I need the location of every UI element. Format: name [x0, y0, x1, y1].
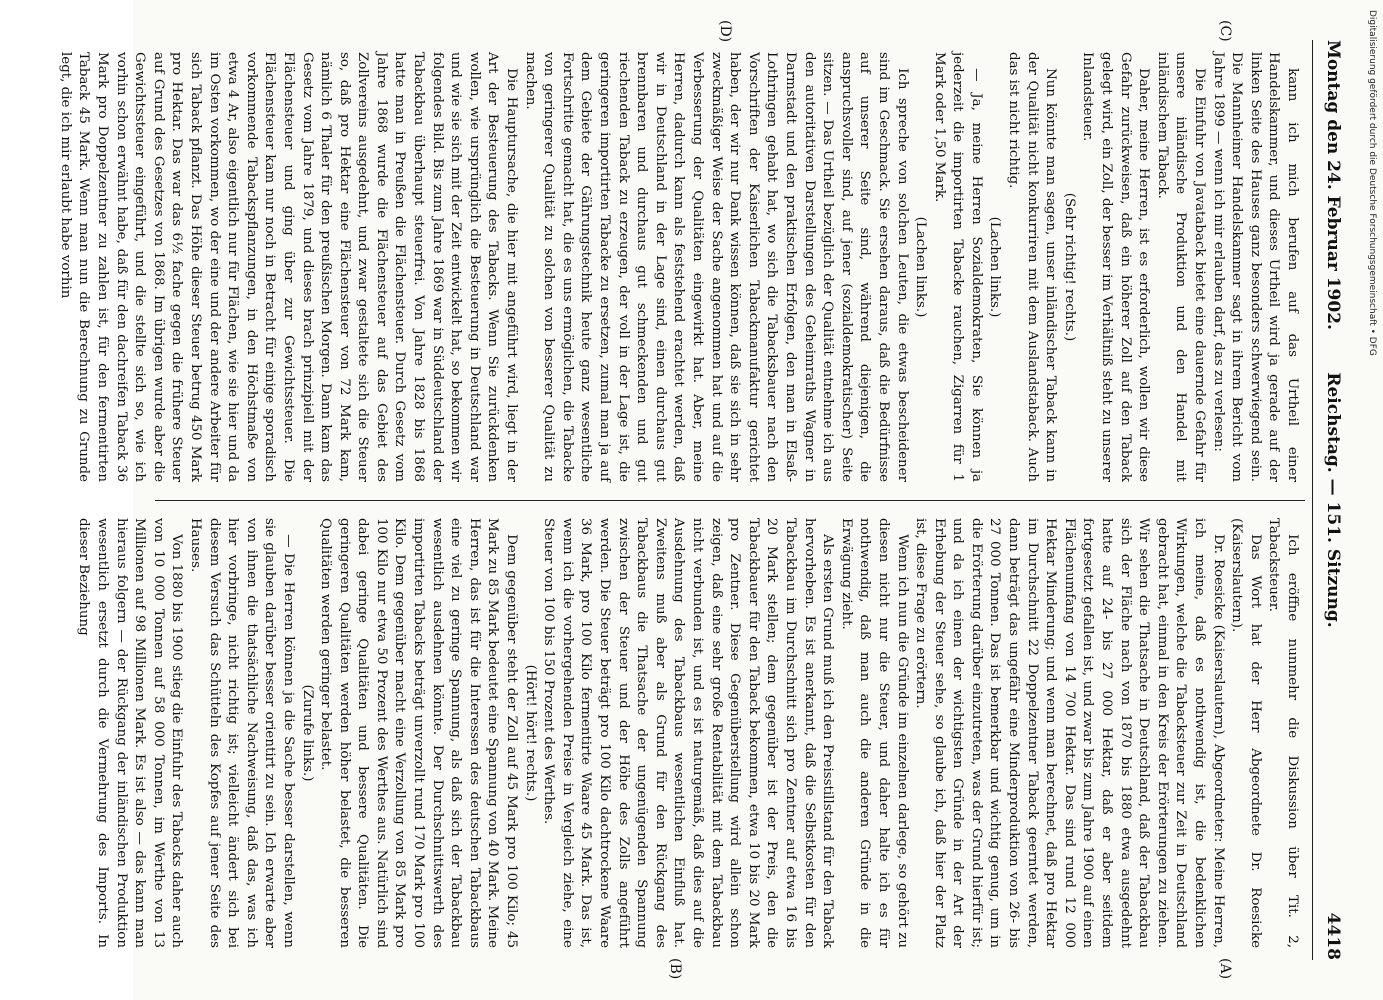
paragraph: (Lachen links.) — [913, 216, 929, 318]
paragraph: Ich spreche von solchen Leuten, die etwas bescheidener sind im Geschmack. Sie ersehen daraus, daß die Bedürfnisse auf unserer Seite sind, während diejenigen, die anspruchsvoller sind, auf jener (sozialdemokratischer) Seite sitzen. — Das Urtheil bezüglich der Qualität entnehme ich aus den autoritativen Darstellungen des Geheimraths Wagner in Darmstadt und den praktischen Erfolgen, den man in Elsaß-Lothringen gehabt hat, wo sich die Tabacksbauer nach den Vorschriften der Kaiserlichen Tabackmanufaktur gerichtet haben, der wir nur Dank wissen können, daß sie sich in sehr zweckmäßiger Weise der Sache angenommen hat und auf die Verbesserung der Qualitäten eingewirkt hat. Aber, meine Herren, dadurch kann als feststehend erachtet werden, daß wir in Deutschland in der Lage sind, einen durchaus gut brennbaren und durchaus gut schmeckenden und gut riechenden Taback zu erzeugen, der voll in der Lage ist, die geringeren importirten Tabacke zu ersetzen, zumal man ja auf dem Gebiete der Gährungstechnik heute ganz wesentliche Fortschritte gemacht hat, die es uns ermöglichen, die Tabacke von geringerer Qualität zu solchen von besserer Qualität zu machen. — [522, 52, 910, 482]
paragraph: Von 1880 bis 1900 stieg die Einfuhr des Tabacks daher auch von 10 000 Tonnen auf 58 000 Tonnen, im Werthe von 13 Millionen auf 98 Millionen Mark. Es ist also — das kann man hieraus folgern — der Rückgang der inländischen Produktion wesentlich ersetzt durch die Vermehrung des Imports. In dieser Beziehung — [76, 518, 185, 948]
paragraph: Die Hauptursache, die hier mit angeführt wird, liegt in der Art der Besteuerung des Tabacks. Wenn Sie zurückdenken wollen, wie ursprünglich die Besteuerung in Deutschland war und wie sie sich mit der Zeit entwickelt hat, so bekommen wir folgendes Bild. Bis zum Jahre 1869 war in Süddeutschland der Tabackbau überhaupt steuerfrei. Von Jahre 1828 bis 1868 hatte man in Preußen die Flächensteuer. Durch Gesetz vom Jahre 1868 wurde die Flächensteuer auf das Gebiet des Zollvereins ausgedehnt, und zwar gestaltete sich die Steuer so, daß pro Hektar eine Flächensteuer von 72 Mark kam, nämlich 6 Thaler für den preußischen Morgen. Dann kam das Gesetz vom Jahre 1879, und dieses brach prinzipiell mit der Flächensteuer und ging über zur Gewichtssteuer. Die Flächensteuer kam nur noch in Betracht für einige sporadisch vorkommende Tabackspflanzungen, in den Höchstmaße von etwa 4 Ar, also eigentlich nur für Flächen, wie sie hier und da im Osten vorkommen, wo der eine und der andere Arbeiter für sich Taback pflanzt. Das Höhe dieser Steuer betrug 450 Mark pro Hektar. Das war das 6½ fache gegen die frühere Steuer auf Grund des Gesetzes von 1868. Im übrigen wurde aber die Gewichtssteuer eingeführt, und die stellte sich so, wie ich vorhin schon erwähnt habe, daß für den dachreifen Taback 36 Mark pro Doppelzentner zu zahlen ist, für den fermentirten Taback 45 Mark. Wenn man nun die Berechnung zu Grunde legt, die ich mir erlaubt habe vorhin — [57, 52, 520, 482]
paragraph: (Lachen links.) — [987, 216, 1003, 318]
paragraph: Wenn ich nun die Gründe im einzelnen darlege, so gehört zu diesen nicht nur die Steuer, und daher halte ich es für nothwendig, daß man auch die anderen Gründe in die Erwägung zieht. — [838, 518, 910, 948]
margin-marker-c: (C) — [1217, 20, 1233, 42]
paragraph: (Zurufe links.) — [299, 684, 315, 782]
paragraph: Dem gegenüber steht der Zoll auf 45 Mark pro 100 Kilo; 45 Mark zu 85 Mark bedeutet eine Spannung von 40 Mark. Meine Herren, das ist für die Interessen des deutschen Tabackbaus eine viel zu geringe Spannung, als daß sich der Tabackbau wesentlich ausdehnen könnte. Der Durchschnittswerth des importirten Tabacks beträgt unverzollt rund 170 Mark pro 100 Kilo. Dem gegenüber macht eine Verzollung von 85 Mark pro 100 Kilo nur etwa 50 Prozent des Werthes aus. Natürlich sind dabei geringe Qualitäten und bessere Qualitäten. Die geringeren Qualitäten werden höher belastet, die besseren Qualitäten werden geringer belastet. — [318, 518, 520, 948]
paragraph: — Die Herren können ja die Sache besser darstellen, wenn sie glauben darüber besser orientirt zu sein. Ich erwarte aber von ihnen die thatsächliche Nachweisung, daß das, was ich hier vorbringe, nicht richtig ist; vielleicht ändert sich bei diesem Versuch das Schütteln des Kopfes auf jener Seite des Hauses. — [187, 518, 296, 948]
paragraph: Das Wort hat der Herr Abgeordnete Dr. Roesicke (Kaiserslautern). — [1229, 518, 1263, 948]
margin-marker-a: (A) — [1217, 958, 1233, 980]
margin-marker-d: (D) — [717, 20, 733, 43]
paragraph: Nun könnte man sagen, unser inländischer Taback kann in der Qualität nicht konkurriren mit dem Auslandstaback. Auch das ist nicht richtig. — [1006, 52, 1059, 482]
header-session: Reichstag. — 151. Sitzung. — [1323, 372, 1343, 628]
right-column — [76, 518, 1301, 948]
page-header — [1313, 40, 1343, 960]
paragraph: Als ersten Grund muß ich den Preisstillstand für den Taback hervorheben. Es ist anerkannt, daß die Selbstkosten für den Tabackbau im Durchschnitt sich pro Zentner auf etwa 16 bis 20 Mark stellen; dem gegenüber ist der Preis, den die Tabackbauer für den Taback bekommen, etwa 10 bis 20 Mark pro Zentner. Diese Gegenüberstellung wird allein schon zeigen, daß eine sehr große Rentabilität mit dem Tabackbau nicht verbunden ist, und es ist naturgemäß, daß dies auf die Ausdehnung des Tabackbaus wesentlichen Einfluß hat. Zweitens muß aber als Grund für den Rückgang des Tabackbaus die Thatsache der ungenügenden Spannung zwischen der Steuer und der Höhe des Zolls angeführt werden. Die Steuer beträgt pro 100 Kilo dachtrockene Waare 36 Mark, pro 100 Kilo fermentirte Waare 45 Mark. Das ist, wenn ich die vorhergehenden Preise in Vergleich ziehe, eine Steuer von 100 bis 150 Prozent des Werthes. — [541, 518, 836, 948]
margin-marker-b: (B) — [667, 958, 683, 980]
header-rule — [1312, 40, 1313, 960]
paragraph: Die Einfuhr von Javataback bietet eine dauernde Gefahr für unsere inländische Produktion und den Handel mit inländischem Taback. — [1154, 52, 1208, 482]
document-page — [57, 0, 1383, 1000]
paragraph: (Hört! hört! rechts.) — [522, 664, 538, 802]
digitization-credit — [1362, 10, 1382, 990]
header-date: Montag den 24. Februar 1902. — [1323, 40, 1343, 330]
paragraph: — Ja, meine Herren Sozialdemokraten, Sie können ja jederzeit die importirten Tabacke rauchen, Zigarren für 1 Mark oder 1,50 Mark. — [931, 52, 984, 482]
left-column — [57, 52, 1301, 482]
paragraph: Daher, meine Herren, ist es erforderlich, wollen wir diese Gefahr zurückweisen, daß ein höherer Zoll auf den Taback gelegt wird, ein Zoll, der besser im Verhältniß steht zu unserer Inlandsteuer. — [1080, 52, 1152, 482]
paragraph: Dr. Roesicke (Kaiserslautern), Abgeordneter: Meine Herren, ich meine, daß es nothwendig ist, die bedenklichen Wirkungen, welche die Tabacksteuer zur Zeit in Deutschland gebracht hat, einmal in den Kreis der Erörterungen zu ziehen. Wir sehen die Thatsache in Deutschland, daß der Tabackbau sich der Fläche nach von 1870 bis 1880 etwa ausgedehnt hatte auf 24- bis 27 000 Hektar, daß er aber seitdem fortgesetzt gefallen ist, und zwar bis zum Jahre 1900 auf einen Flächenumfang von 14 700 Hektar. Das sind rund 12 000 Hektar Minderung; und wenn man berechnet, daß pro Hektar im Durchschnitt 22 Doppelzentner Taback geerntet werden, dann beträgt das ungefähr eine Minderproduktion von 26- bis 27 000 Tonnen. Das ist bemerkbar und wichtig genug, um in die Erörterung darüber einzutreten, was der Grund hierfür ist; und da ich einen der wichtigsten Gründe in der Art der Erhebung der Steuer sehe, so glaube ich, daß hier der Platz ist, diese Frage zu erörtern. — [913, 518, 1226, 948]
paragraph: (Sehr richtig! rechts.) — [1061, 192, 1077, 342]
paragraph: Ich eröffne nunmehr die Diskussion über Tit. 2, Tabacksteuer. — [1266, 518, 1300, 948]
column-divider — [155, 500, 1305, 501]
paragraph: kann ich mich berufen auf das Urtheil einer Handelskammer, und dieses Urtheil wird ja gerade auf der linken Seite des Hauses ganz besonders schwerwiegend sein. Die Mannheimer Handelskammer sagt in ihrem Bericht vom Jahre 1899 — wenn ich mir erlauben darf, das zu verlesen: — [1210, 52, 1300, 482]
credit-text: Digitalisierung gefördert durch die Deutsche Forschungsgemeinschaft • DFG — [1367, 10, 1377, 356]
page-number: 4418 — [1323, 912, 1343, 960]
